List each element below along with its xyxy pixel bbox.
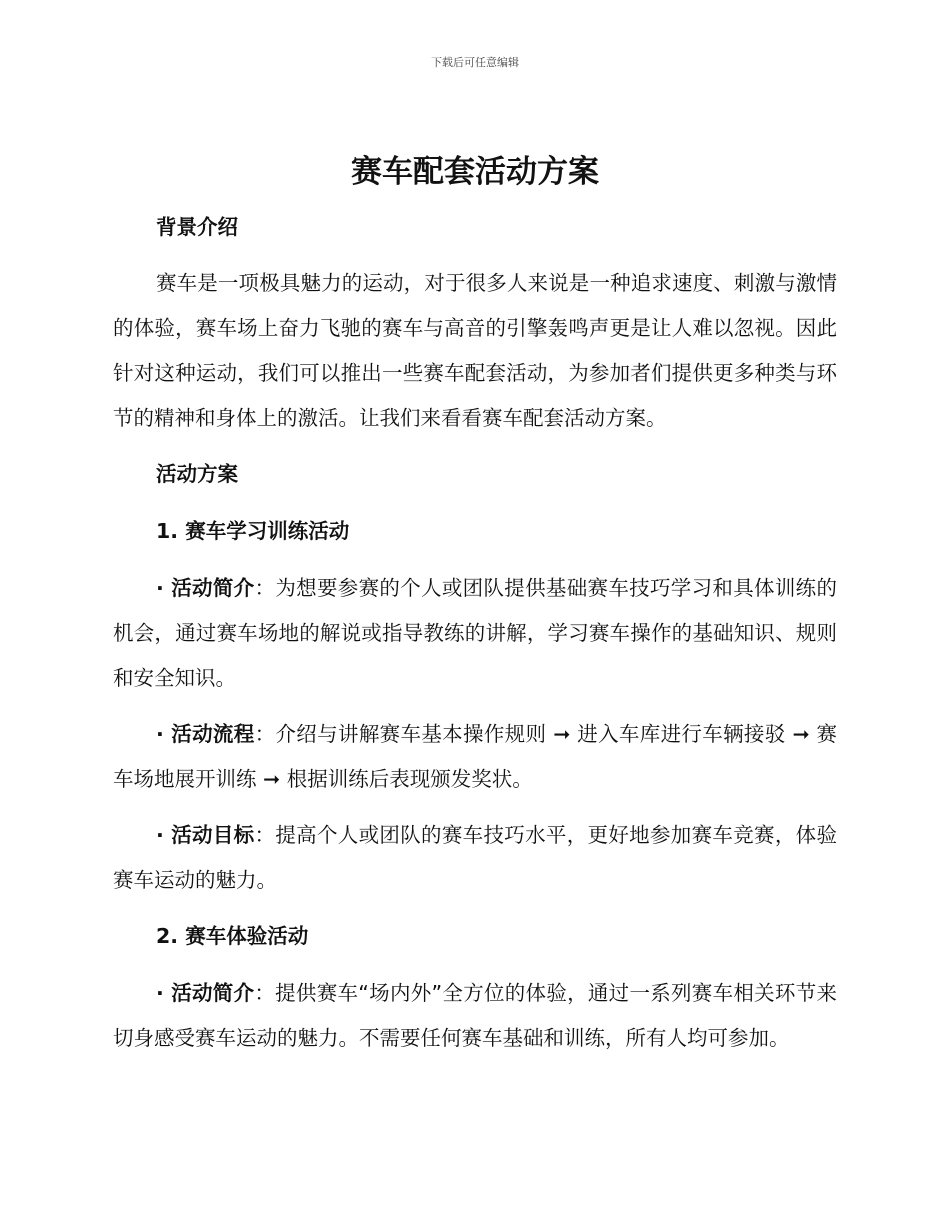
activity-1-heading: 1. 赛车学习训练活动 xyxy=(156,519,350,543)
activity-1-goal-label: · 活动目标 xyxy=(156,823,255,847)
activity-1-intro xyxy=(113,566,837,701)
activity-1-flow-label: · 活动流程 xyxy=(156,722,255,746)
activity-1-intro-label: · 活动简介 xyxy=(156,576,255,600)
activity-2-intro-text: ：提供赛车“场内外”全方位的体验，通过一系列赛车相关环节来切身感受赛车运动的魅力。不需要任何赛车基础和训练，所有人均可参加。 xyxy=(113,981,837,1050)
activity-1-goal xyxy=(113,813,837,903)
activity-2-intro xyxy=(113,971,837,1061)
activity-1-flow-text: ：介绍与讲解赛车基本操作规则 ➞ 进入车库进行车辆接驳 ➞ 赛车场地展开训练 ➞ 根据训练后表现颁发奖状。 xyxy=(113,722,837,791)
activity-2-intro-label: · 活动简介 xyxy=(156,981,255,1005)
activity-2-heading: 2. 赛车体验活动 xyxy=(156,924,309,948)
background-paragraph: 赛车是一项极具魅力的运动，对于很多人来说是一种追求速度、刺激与激情的体验，赛车场上奋力飞驰的赛车与高音的引擎轰鸣声更是让人难以忽视。因此针对这种运动，我们可以推出一些赛车配套活动，为参加者们提供更多种类与环节的精神和身体上的激活。让我们来看看赛车配套活动方案。 xyxy=(113,271,837,430)
header-note: 下载后可任意编辑 xyxy=(431,56,519,69)
document-content xyxy=(113,205,837,1072)
section-heading-background: 背景介绍 xyxy=(156,215,238,239)
activity-1-flow xyxy=(113,712,837,802)
activity-1-goal-text: ：提高个人或团队的赛车技巧水平，更好地参加赛车竞赛，体验赛车运动的魅力。 xyxy=(113,823,837,892)
activity-1-intro-text: ：为想要参赛的个人或团队提供基础赛车技巧学习和具体训练的机会，通过赛车场地的解说或指导教练的讲解，学习赛车操作的基础知识、规则和安全知识。 xyxy=(113,576,837,690)
document-title: 赛车配套活动方案 xyxy=(351,154,599,190)
section-heading-plan: 活动方案 xyxy=(156,462,238,486)
